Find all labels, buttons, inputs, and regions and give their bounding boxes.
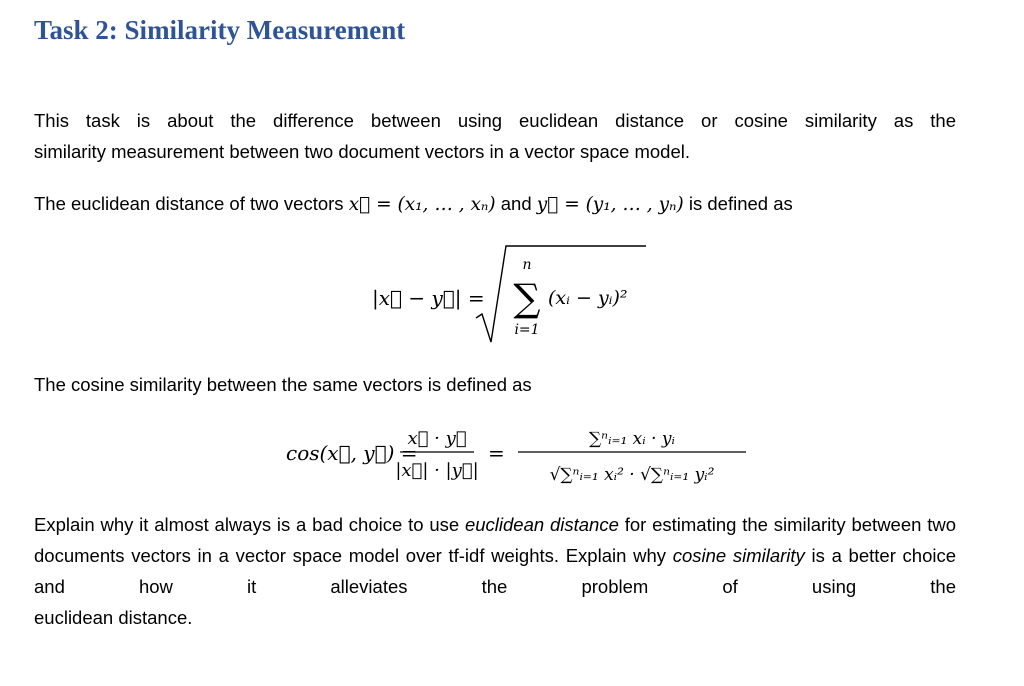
question-part-1: Explain why it almost always is a bad choice to use: [34, 514, 460, 535]
intro-paragraph: [34, 105, 956, 167]
sum-numerator: ∑ⁿᵢ₌₁ xᵢ · yᵢ: [589, 429, 675, 449]
euclid-lhs: |x⃗ − y⃗| =: [372, 286, 485, 310]
question-last-line: euclidean distance.: [34, 607, 193, 628]
squared-difference-term: (xᵢ − yᵢ)²: [548, 287, 628, 309]
cosine-definition-sentence: The cosine similarity between the same vectors is defined as: [34, 374, 532, 395]
sum-lower-limit: i=1: [514, 322, 540, 338]
sum-sqrt-denominator: √∑ⁿᵢ₌₁ xᵢ² · √∑ⁿᵢ₌₁ yᵢ²: [549, 465, 715, 485]
task-title: Task 2: Similarity Measurement: [34, 15, 406, 45]
cosine-lhs: cos(x⃗, y⃗) =: [286, 441, 418, 465]
euclid-and: and: [500, 193, 532, 214]
sum-symbol: ∑: [513, 276, 541, 320]
cosine-formula: [282, 416, 752, 496]
question-part-2: for estimating the similarity between two documents vectors in a vector space model over tf-idf weights. Explain why: [34, 514, 957, 566]
question-paragraph: [34, 509, 956, 633]
dot-product-numerator: x⃗ · y⃗: [407, 428, 467, 449]
cosine-equals: =: [488, 441, 505, 465]
intro-line-1: This task is about the difference between using euclidean distance or cosine similarity as the: [34, 110, 956, 131]
euclidean-distance-emphasis: euclidean distance: [464, 514, 619, 535]
euclid-suffix: is defined as: [688, 193, 793, 214]
norm-product-denominator: |x⃗| · |y⃗|: [395, 460, 479, 481]
euclid-definition-sentence: [34, 188, 956, 220]
euclidean-formula: [364, 238, 654, 348]
question-part-3: is a better choice and how it alleviates the problem of using the: [34, 545, 957, 597]
vector-y-definition: y⃗ = (y₁, … , yₙ): [536, 194, 684, 215]
sum-upper-limit: n: [522, 257, 532, 273]
euclid-prefix: The euclidean distance of two vectors: [34, 193, 344, 214]
vector-x-definition: x⃗ = (x₁, … , xₙ): [348, 194, 496, 215]
cosine-similarity-emphasis: cosine similarity: [672, 545, 805, 566]
intro-line-2: similarity measurement between two document vectors in a vector space model.: [34, 141, 691, 162]
